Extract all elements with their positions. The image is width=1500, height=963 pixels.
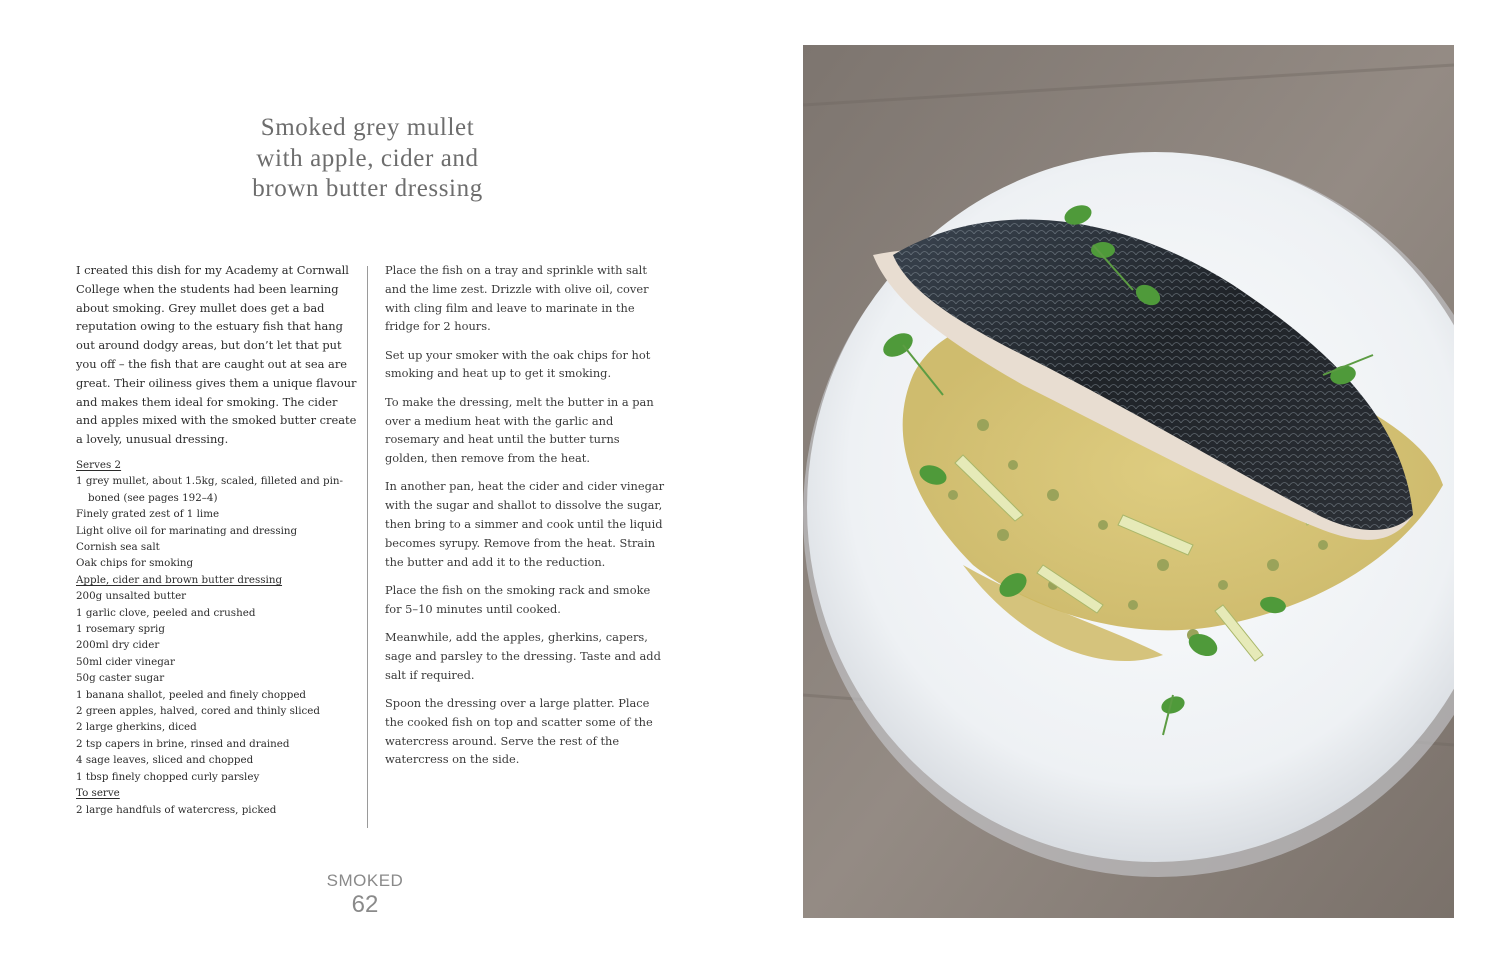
ingredient-item: Oak chips for smoking (76, 557, 194, 570)
ingredient-item: 2 large handfuls of watercress, picked (76, 803, 277, 816)
recipe-title (190, 113, 545, 205)
ingredient-group-dressing (76, 572, 360, 785)
ingredient-group-heading: To serve (76, 787, 120, 800)
ingredient-item: 1 banana shallot, peeled and finely chopped (76, 688, 307, 701)
recipe-title-line: brown butter dressing (252, 175, 483, 202)
column-divider (367, 266, 368, 828)
ingredient-item: 1 rosemary sprig (76, 623, 165, 636)
section-name: SMOKED (326, 871, 404, 890)
ingredient-list (76, 588, 360, 785)
dish-photo-illustration (803, 45, 1454, 918)
method-step: Spoon the dressing over a large platter. Place the cooked fish on top and scatter some of the watercress around. Serve the rest of the watercress on the side. (385, 695, 653, 767)
ingredient-item: 2 green apples, halved, cored and thinly sliced (76, 705, 320, 718)
dish-photo (803, 45, 1454, 918)
ingredient-item: 1 tbsp finely chopped curly parsley (76, 770, 260, 783)
method-step: Set up your smoker with the oak chips for hot smoking and heat up to get it smoking. (385, 347, 651, 381)
page-footer (300, 870, 430, 918)
ingredient-item: 50g caster sugar (76, 672, 165, 685)
ingredient-item: Light olive oil for marinating and dressing (76, 524, 298, 537)
left-column (76, 261, 360, 818)
ingredient-item: 50ml cider vinegar (76, 655, 175, 668)
recipe-title-line: Smoked grey mullet (260, 114, 475, 141)
ingredient-item: 1 grey mullet, about 1.5kg, scaled, filleted and pin-boned (see pages 192–4) (76, 475, 343, 504)
method-step: To make the dressing, melt the butter in a pan over a medium heat with the garlic and rosemary and heat until the butter turns golden, then remove from the heat. (385, 394, 654, 466)
ingredient-item: Finely grated zest of 1 lime (76, 508, 220, 521)
method-step: Meanwhile, add the apples, gherkins, capers, sage and parsley to the dressing. Taste and add salt if required. (385, 630, 661, 682)
ingredient-list (76, 473, 360, 571)
ingredient-group-serves (76, 457, 360, 572)
method-step: Place the fish on the smoking rack and smoke for 5–10 minutes until cooked. (385, 582, 651, 616)
ingredient-list (76, 802, 360, 818)
method-step: In another pan, heat the cider and cider vinegar with the sugar and shallot to dissolve the sugar, then bring to a simmer and cook until the liquid becomes syrupy. Remove from the heat. Strain the butter and add it to the reduction. (385, 479, 665, 569)
ingredient-group-heading: Apple, cider and brown butter dressing (76, 573, 283, 586)
recipe-intro: I created this dish for my Academy at Cornwall College when the students had been learning about smoking. Grey mullet does get a bad reputation owing to the estuary fish that hang out around dodgy areas, but don’t let that put you off – the fish that are caught out at sea are great. Their oiliness gives them a unique flavour and makes them ideal for smoking. The cider and apples mixed with the smoked butter create a lovely, unusual dressing. (76, 263, 357, 447)
ingredient-item: 200ml dry cider (76, 639, 160, 652)
page-number: 62 (351, 891, 379, 918)
ingredient-item: 2 large gherkins, diced (76, 721, 197, 734)
method-column (385, 261, 665, 779)
method-step: Place the fish on a tray and sprinkle with salt and the lime zest. Drizzle with olive oil, cover with cling film and leave to marinate in the fridge for 2 hours. (385, 263, 649, 334)
ingredient-group-to-serve (76, 785, 360, 818)
ingredient-item: 4 sage leaves, sliced and chopped (76, 754, 254, 767)
ingredient-item: Cornish sea salt (76, 541, 160, 553)
ingredient-item: 2 tsp capers in brine, rinsed and drained (76, 737, 290, 750)
ingredient-item: 1 garlic clove, peeled and crushed (76, 606, 256, 619)
recipe-title-line: with apple, cider and (256, 144, 479, 172)
ingredient-group-heading: Serves 2 (76, 458, 122, 471)
ingredient-item: 200g unsalted butter (76, 590, 187, 603)
